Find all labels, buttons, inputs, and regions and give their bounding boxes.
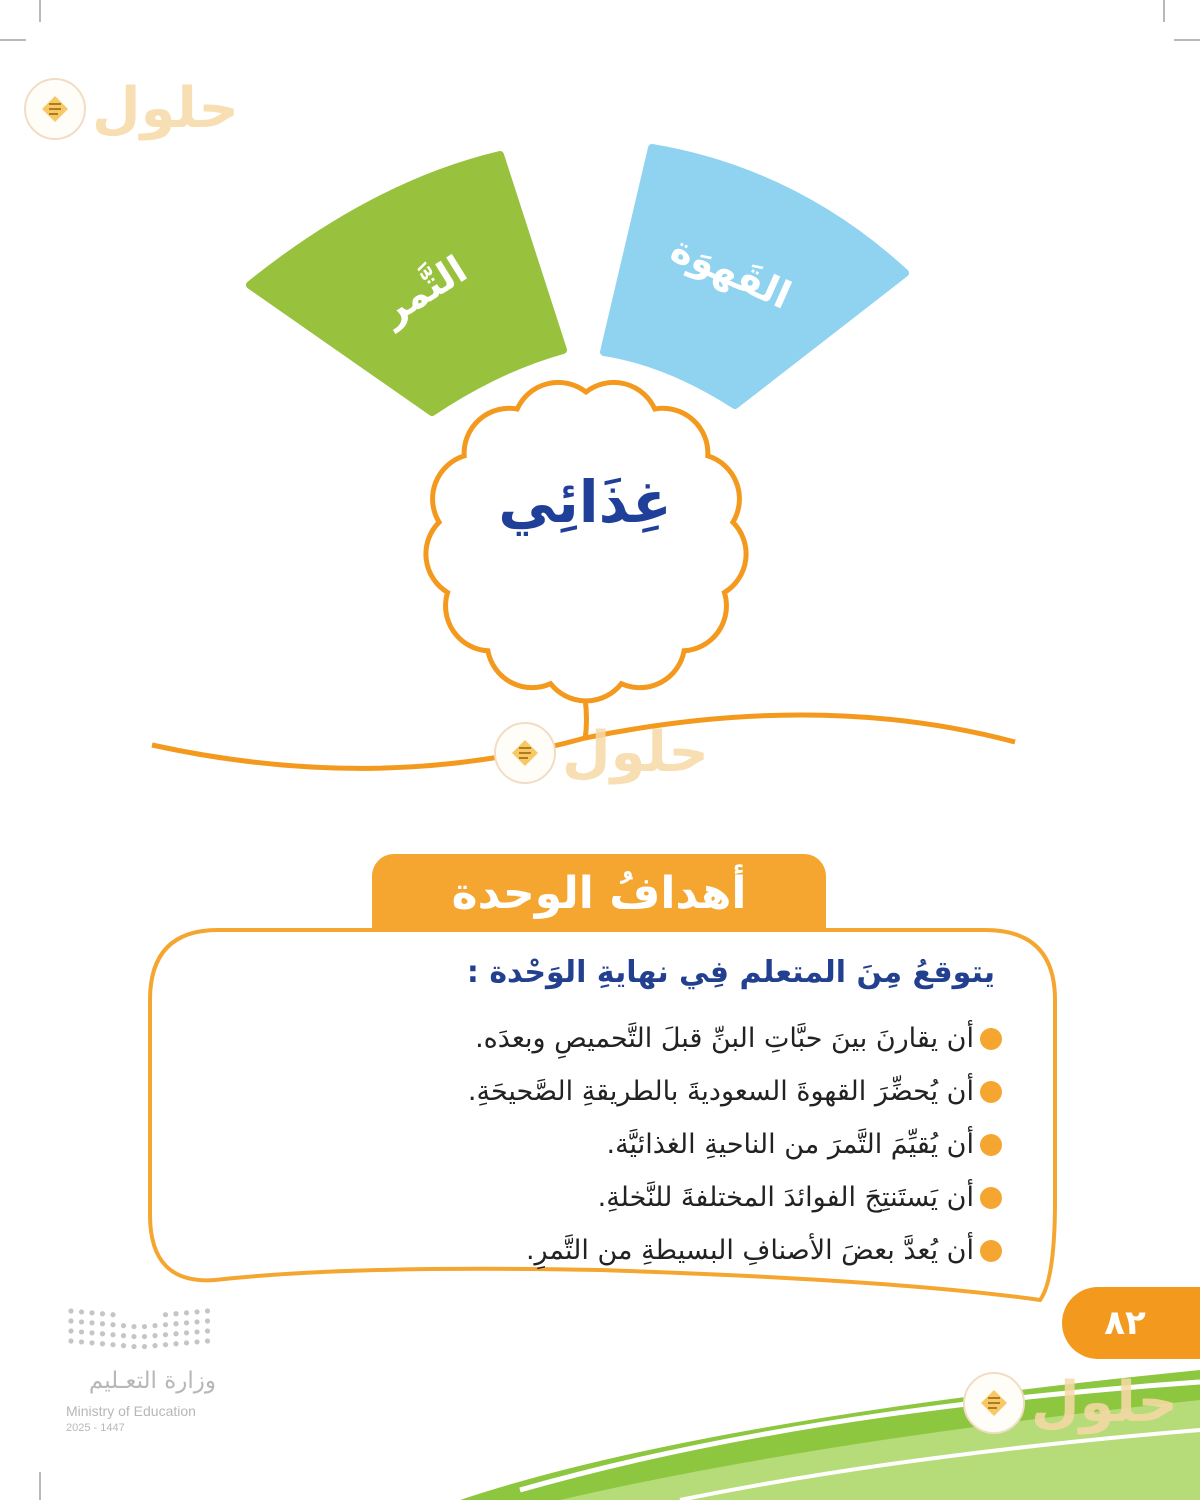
logo-dot xyxy=(205,1328,210,1333)
logo-dot xyxy=(184,1320,189,1325)
logo-dot xyxy=(89,1340,94,1345)
logo-dot xyxy=(142,1344,147,1349)
watermark-logo xyxy=(494,722,709,784)
logo-dot xyxy=(68,1318,73,1323)
watermark-text: حلول xyxy=(1031,1370,1178,1435)
logo-dot xyxy=(184,1340,189,1345)
logo-dot xyxy=(131,1334,136,1339)
logo-dot xyxy=(89,1310,94,1315)
watermark-badge-icon xyxy=(494,722,556,784)
goals-intro: يتوقعُ مِنَ المتعلم فِي نهايةِ الوَحْدة : xyxy=(466,955,995,990)
logo-dot xyxy=(163,1332,168,1337)
goals-list xyxy=(468,1012,1002,1277)
bullet-icon xyxy=(980,1187,1002,1209)
dates-label: التَّمر xyxy=(373,246,475,334)
bullet-icon xyxy=(980,1134,1002,1156)
goal-item: أن يَستَنتِجَ الفوائدَ المختلفةَ للنَّخلةِ. xyxy=(468,1171,1002,1224)
watermark-logo xyxy=(963,1372,1178,1434)
logo-dot xyxy=(173,1341,178,1346)
logo-dot xyxy=(79,1309,84,1314)
logo-dot xyxy=(205,1338,210,1343)
logo-dot xyxy=(68,1308,73,1313)
logo-dot xyxy=(184,1310,189,1315)
logo-dot xyxy=(163,1342,168,1347)
logo-dot xyxy=(79,1329,84,1334)
logo-dot xyxy=(121,1343,126,1348)
goal-item: أن يُحضِّرَ القهوةَ السعوديةَ بالطريقةِ الصَّحيحَةِ. xyxy=(468,1065,1002,1118)
logo-dot xyxy=(194,1319,199,1324)
logo-dot xyxy=(142,1324,147,1329)
logo-dot xyxy=(100,1341,105,1346)
logo-dot xyxy=(152,1343,157,1348)
logo-dot xyxy=(194,1339,199,1344)
logo-dot xyxy=(163,1322,168,1327)
bullet-icon xyxy=(980,1081,1002,1103)
logo-dot xyxy=(131,1344,136,1349)
goal-item: أن يقارنَ بينَ حبَّاتِ البنِّ قبلَ التَّحميصِ وبعدَه. xyxy=(468,1012,1002,1065)
logo-dot xyxy=(68,1328,73,1333)
logo-dot xyxy=(152,1333,157,1338)
ministry-year: 2025 - 1447 xyxy=(66,1422,125,1434)
logo-dot xyxy=(194,1329,199,1334)
logo-dot xyxy=(184,1330,189,1335)
page-number: ٨٢ xyxy=(1104,1303,1146,1343)
logo-dot xyxy=(163,1312,168,1317)
coffee-label: القَهوَة xyxy=(664,226,798,318)
logo-dot xyxy=(152,1323,157,1328)
goal-item: أن يُقيِّمَ التَّمرَ من الناحيةِ الغذائيَّة. xyxy=(468,1118,1002,1171)
logo-dot xyxy=(131,1324,136,1329)
logo-dot xyxy=(100,1331,105,1336)
logo-dot xyxy=(110,1312,115,1317)
watermark-text: حلول xyxy=(562,720,709,785)
logo-dot xyxy=(173,1311,178,1316)
logo-dot xyxy=(121,1333,126,1338)
ministry-logo-icon xyxy=(66,1305,216,1355)
bullet-icon xyxy=(980,1240,1002,1262)
logo-dot xyxy=(89,1320,94,1325)
logo-dot xyxy=(173,1321,178,1326)
watermark-text: حلول xyxy=(92,76,239,141)
goal-item: أن يُعدَّ بعضَ الأصنافِ البسيطةِ من التَّمرِ. xyxy=(468,1224,1002,1277)
watermark-badge-icon xyxy=(963,1372,1025,1434)
logo-dot xyxy=(110,1332,115,1337)
goals-heading-tab xyxy=(372,854,826,932)
logo-dot xyxy=(173,1331,178,1336)
logo-dot xyxy=(194,1309,199,1314)
logo-dot xyxy=(142,1334,147,1339)
logo-dot xyxy=(205,1318,210,1323)
logo-dot xyxy=(121,1323,126,1328)
logo-dot xyxy=(110,1342,115,1347)
logo-dot xyxy=(100,1321,105,1326)
ministry-name-arabic: وزارة التعـليم xyxy=(88,1368,216,1394)
goals-heading: أهدافُ الوحدة xyxy=(451,867,747,919)
logo-dot xyxy=(79,1339,84,1344)
logo-dot xyxy=(79,1319,84,1324)
logo-dot xyxy=(68,1338,73,1343)
logo-dot xyxy=(205,1308,210,1313)
logo-dot xyxy=(110,1322,115,1327)
flower-shape xyxy=(426,382,746,700)
logo-dot xyxy=(100,1311,105,1316)
page-number-tab xyxy=(1062,1287,1200,1359)
bullet-icon xyxy=(980,1028,1002,1050)
unit-title: غِذَائِي xyxy=(498,468,672,536)
logo-dot xyxy=(89,1330,94,1335)
ministry-name-english: Ministry of Education xyxy=(66,1403,196,1419)
